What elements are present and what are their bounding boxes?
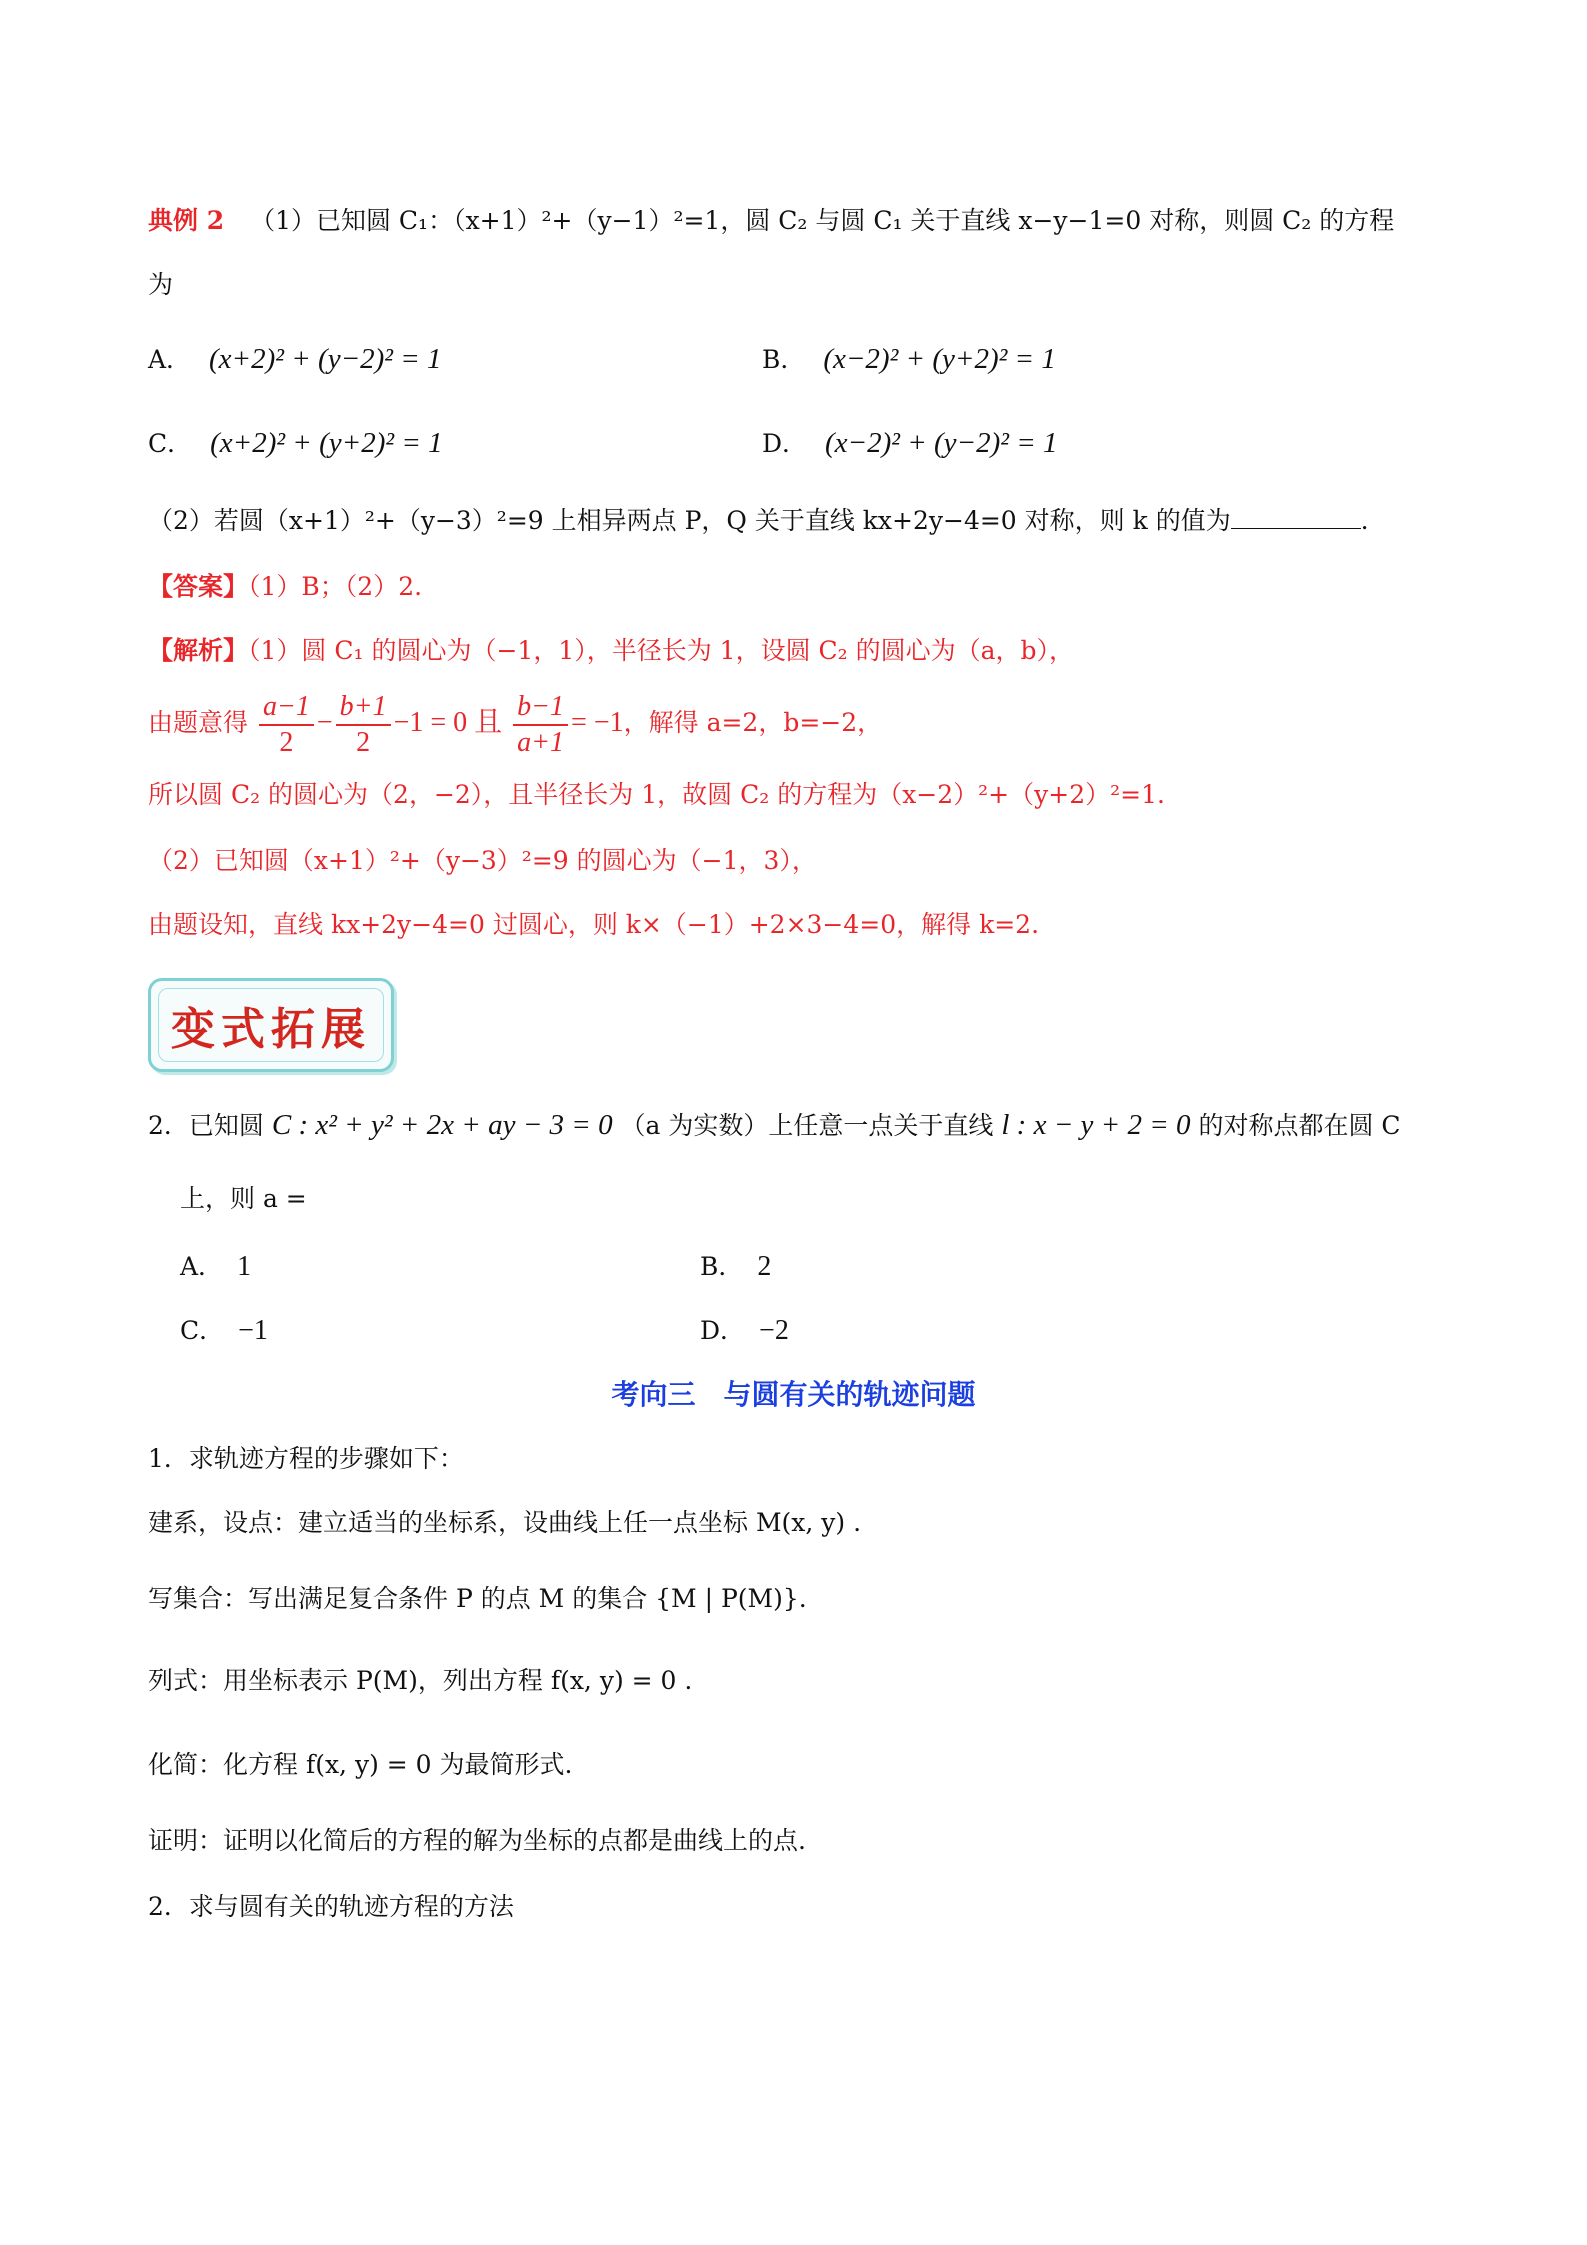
fraction-a: $\frac{a-1}{2}$ <box>259 690 314 760</box>
answer-tag: 【答案】 <box>148 572 249 601</box>
analysis-line-2: 由题意得 $\frac{a-1}{2}$ − $\frac{b+1}{2}$ −1 = 0 且 $\frac{b-1}{a+1}$ = −1，解得 a=2，b=−2， <box>148 690 883 758</box>
step-establish: 建系，设点：建立适当的坐标系，设曲线上任一点坐标 M(x, y) . <box>148 1508 862 1537</box>
fraction-c: $\frac{b-1}{a+1}$ <box>513 690 568 760</box>
variant-option-d: D． −2 <box>700 1315 789 1346</box>
answer-line <box>148 568 422 606</box>
answer-text: （1）B；（2）2. <box>248 572 423 601</box>
step-prove: 证明：证明以化简后的方程的解为坐标的点都是曲线上的点. <box>148 1826 806 1855</box>
analysis-tag: 【解析】 <box>148 636 249 665</box>
methods-heading: 2．求与圆有关的轨迹方程的方法 <box>148 1892 514 1921</box>
option-c: C． (x+2)² + (y+2)² = 1 <box>148 427 443 459</box>
analysis-line-3: 所以圆 C₂ 的圆心为（2，−2），且半径长为 1，故圆 C₂ 的方程为（x−2）²+（y+2）²=1. <box>148 780 1165 809</box>
question-1-text: （1）已知圆 C₁：（x+1）²+（y−1）²=1，圆 C₂ 与圆 C₁ 关于直线 x−y−1=0 对称，则圆 C₂ 的方程 <box>250 206 1395 235</box>
step-set: 写集合：写出满足复合条件 P 的点 M 的集合 {M | P(M)}. <box>148 1584 807 1613</box>
section-heading: 考向三 与圆有关的轨迹问题 <box>611 1378 976 1411</box>
steps-intro: 1．求轨迹方程的步骤如下： <box>148 1444 464 1473</box>
option-d: D． (x−2)² + (y−2)² = 1 <box>762 427 1058 459</box>
example-title: 典例 2 <box>148 206 225 235</box>
step-formula: 列式：用坐标表示 P(M)，列出方程 f(x, y) = 0 . <box>148 1666 693 1695</box>
analysis-line-1: 【解析】（1）圆 C₁ 的圆心为（−1，1），半径长为 1，设圆 C₂ 的圆心为（a，b）， <box>148 636 1075 665</box>
variant-expansion-badge: 变式拓展 <box>148 978 394 1072</box>
step-simplify: 化简：化方程 f(x, y) = 0 为最简形式. <box>148 1750 573 1779</box>
line-equation: l : x − y + 2 = 0 <box>1001 1109 1191 1141</box>
variant-question-line-2: 上，则 a = <box>180 1184 307 1213</box>
example-question-line-2: 为 <box>148 270 174 299</box>
fraction-b: $\frac{b+1}{2}$ <box>336 690 391 760</box>
question-2: （2）若圆（x+1）²+（y−3）²=9 上相异两点 P，Q 关于直线 kx+2y−4=0 对称，则 k 的值为 ． <box>148 506 1386 535</box>
variant-option-b: B． 2 <box>700 1251 772 1282</box>
analysis-line-4: （2）已知圆（x+1）²+（y−3）²=9 的圆心为（−1，3）， <box>148 846 817 875</box>
option-b: B． (x−2)² + (y+2)² = 1 <box>762 343 1056 375</box>
example-question-line-1 <box>148 202 1394 240</box>
variant-option-c: C． −1 <box>180 1315 268 1346</box>
circle-equation: C : x² + y² + 2x + ay − 3 = 0 <box>271 1109 613 1141</box>
variant-question-line-1: 2．已知圆 C : x² + y² + 2x + ay − 3 = 0 （a 为实数）上任意一点关于直线 l : x − y + 2 = 0 的对称点都在圆 C <box>148 1109 1401 1141</box>
option-a: A． (x+2)² + (y−2)² = 1 <box>148 343 442 375</box>
variant-option-a: A． 1 <box>180 1251 252 1282</box>
analysis-line-5: 由题设知，直线 kx+2y−4=0 过圆心，则 k×（−1）+2×3−4=0，解得 k=2. <box>148 910 1040 939</box>
answer-blank[interactable] <box>1231 504 1361 529</box>
